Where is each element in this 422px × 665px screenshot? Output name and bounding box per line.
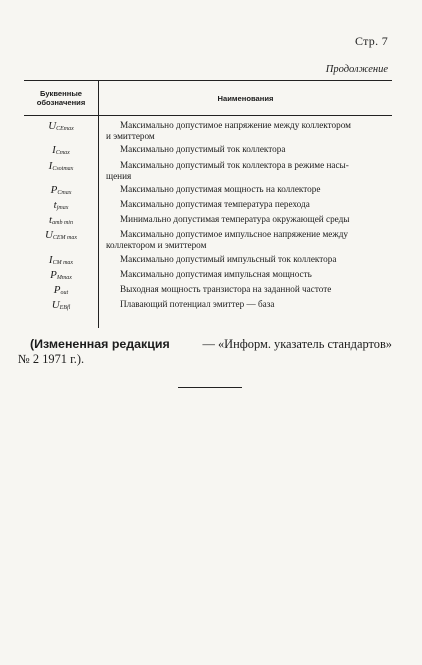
amendment-note-line-1 (30, 337, 392, 352)
symbol-cell: $t_{jmax}$ (53, 199, 69, 211)
page-number: Стр. 7 (354, 34, 388, 48)
description-cell: Максимально допустимая мощность на коллекторе (120, 184, 321, 194)
table-header (24, 81, 392, 116)
symbol-cell: $I_{CM max}$ (48, 254, 74, 266)
description-cell: Максимально допустимый ток коллектора (120, 144, 286, 154)
amendment-note (18, 337, 392, 367)
symbol-cell: $t_{amb min}$ (49, 214, 73, 226)
designations-table (24, 80, 392, 328)
description-cell: Максимально допустимая импульсная мощность (120, 269, 312, 279)
description-cell: Максимально допустимая температура перехода (120, 199, 310, 209)
amendment-note-source: — «Информ. указатель стандартов» (202, 337, 392, 351)
name-column-header: Наименования (217, 93, 274, 103)
amendment-note-bold: (Измененная редакция (30, 337, 170, 351)
symbol-cell: $U_{CEmax}$ (48, 120, 74, 132)
table-body (24, 116, 392, 328)
symbol-cell: $I_{Csotmax}$ (48, 160, 74, 172)
symbol-cell: $P_{out}$ (53, 284, 69, 296)
continuation-label: Продолжение (325, 64, 388, 75)
symbol-cell: $U_{CEM max}$ (44, 229, 78, 241)
symbol-column-header: Буквенные обозначения (24, 81, 99, 115)
description-cell: Максимально допустимое напряжение между коллектором и эмиттером (106, 120, 351, 141)
end-rule (178, 387, 242, 388)
description-cell: Минимально допустимая температура окружающей среды (120, 214, 350, 224)
symbol-cell: $U_{EBfl}$ (51, 299, 71, 311)
description-cell: Плавающий потенциал эмиттер — база (120, 299, 275, 309)
description-cell: Выходная мощность транзистора на заданной частоте (120, 284, 332, 294)
description-cell: Максимально допустимый импульсный ток коллектора (120, 254, 337, 264)
amendment-note-line-2: № 2 1971 г.). (18, 352, 85, 366)
symbol-cell: $I_{Cmax}$ (52, 144, 70, 156)
description-cell: Максимально допустимый ток коллектора в режиме насы- щения (106, 160, 349, 181)
description-cell: Максимально допустимое импульсное напряжение между коллектором и эмиттером (106, 229, 348, 250)
symbol-cell: $P_{Cmax}$ (50, 184, 72, 196)
symbol-cell: $P_{Mmax}$ (50, 269, 72, 281)
